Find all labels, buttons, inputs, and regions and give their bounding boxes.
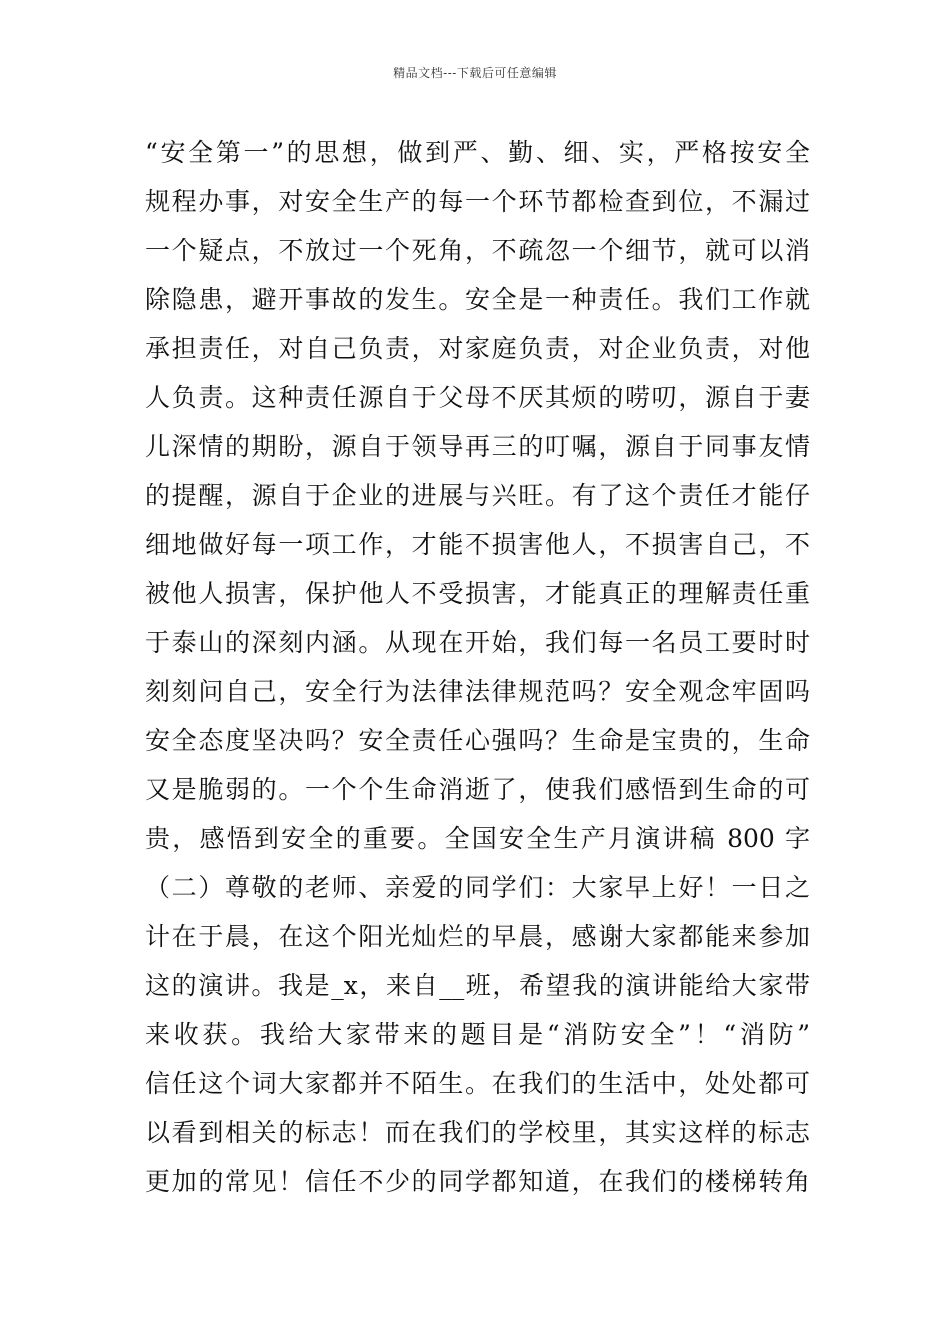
text-line: 这的演讲。我是_x，来自__班，希望我的演讲能给大家带	[145, 971, 810, 1000]
text-line: 儿深情的期盼，源自于领导再三的叮嘱，源自于同事友情	[145, 432, 810, 461]
text-line: 的提醒，源自于企业的进展与兴旺。有了这个责任才能仔	[145, 481, 810, 510]
text-line: 人负责。这种责任源自于父母不厌其烦的唠叨，源自于妻	[145, 383, 810, 412]
text-line: 信任这个词大家都并不陌生。在我们的生活中，处处都可	[145, 1069, 810, 1098]
text-line: 被他人损害，保护他人不受损害，才能真正的理解责任重	[145, 579, 810, 608]
page-header: 精品文档---下载后可任意编辑	[393, 66, 557, 80]
text-line: 来收获。我给大家带来的题目是“消防安全”！“消防”	[145, 1020, 810, 1049]
text-line: 规程办事，对安全生产的每一个环节都检查到位，不漏过	[145, 187, 810, 216]
body-text	[145, 128, 810, 1206]
text-line: 以看到相关的标志！而在我们的学校里，其实这样的标志	[145, 1118, 810, 1147]
text-line: 细地做好每一项工作，才能不损害他人，不损害自己，不	[145, 530, 810, 559]
text-line: 于泰山的深刻内涵。从现在开始，我们每一名员工要时时	[145, 628, 810, 657]
text-line: 更加的常见！信任不少的同学都知道，在我们的楼梯转角	[145, 1167, 810, 1196]
text-line: 贵，感悟到安全的重要。全国安全生产月演讲稿 800 字	[145, 824, 810, 853]
text-line: （二）尊敬的老师、亲爱的同学们：大家早上好！一日之	[145, 873, 810, 902]
text-line: 一个疑点，不放过一个死角，不疏忽一个细节，就可以消	[145, 236, 810, 265]
text-line: 除隐患，避开事故的发生。安全是一种责任。我们工作就	[145, 285, 810, 314]
text-line: 刻刻问自己，安全行为法律法律规范吗？安全观念牢固吗	[145, 677, 810, 706]
text-line: 又是脆弱的。一个个生命消逝了，使我们感悟到生命的可	[145, 775, 810, 804]
text-line: 安全态度坚决吗？安全责任心强吗？生命是宝贵的，生命	[145, 726, 810, 755]
text-line: 承担责任，对自己负责，对家庭负责，对企业负责，对他	[145, 334, 810, 363]
text-line: “安全第一”的思想，做到严、勤、细、实，严格按安全	[145, 138, 810, 167]
text-line: 计在于晨，在这个阳光灿烂的早晨，感谢大家都能来参加	[145, 922, 810, 951]
